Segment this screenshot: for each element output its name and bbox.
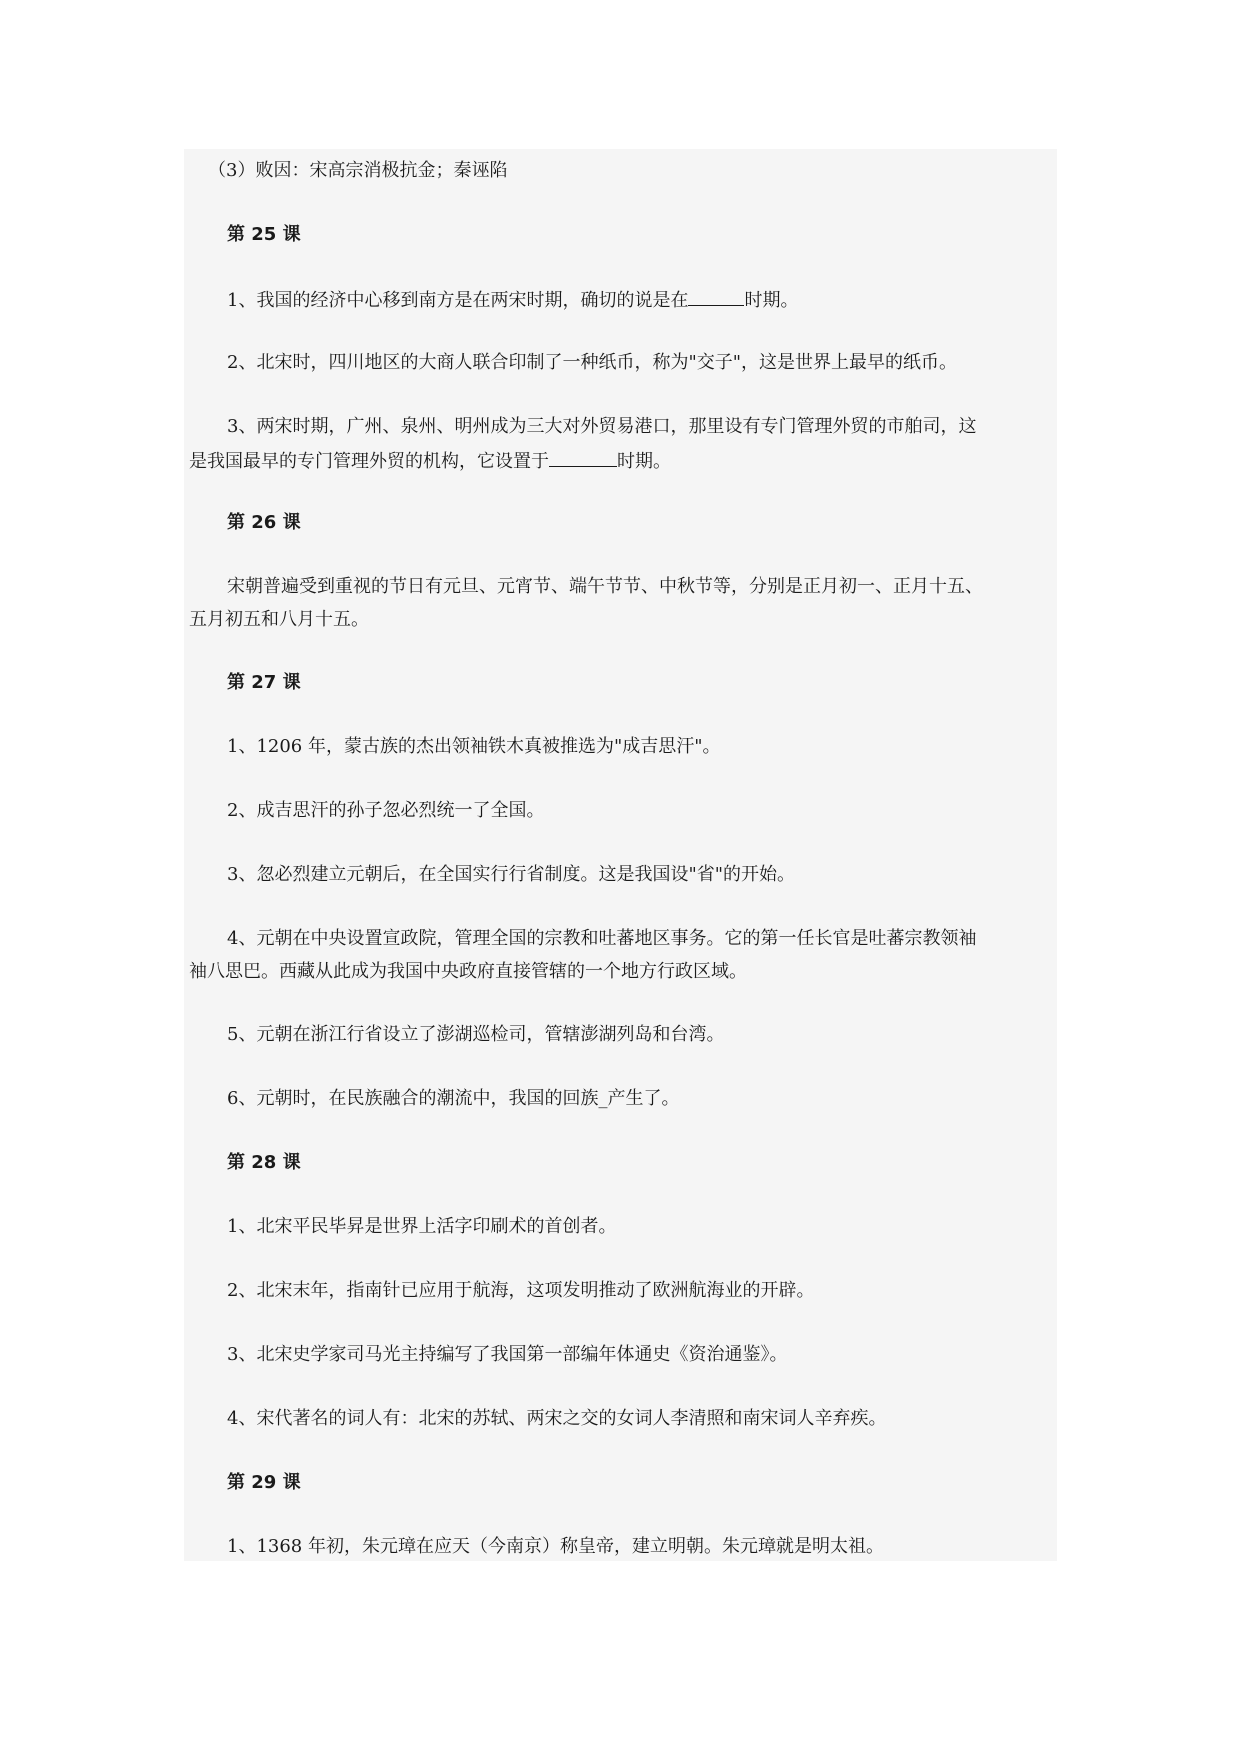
lesson-26-heading: 第 26 课 [227, 512, 301, 533]
lesson-25-q3-line1: 3、两宋时期，广州、泉州、明州成为三大对外贸易港口，那里设有专门管理外贸的市舶司，这 [227, 416, 977, 437]
lesson-27-q4-line1: 4、元朝在中央设置宣政院，管理全国的宗教和吐蕃地区事务。它的第一任长官是吐蕃宗教领袖 [227, 928, 977, 949]
lesson-28-q2: 2、北宋末年，指南针已应用于航海，这项发明推动了欧洲航海业的开辟。 [227, 1280, 815, 1301]
fill-blank [688, 288, 744, 306]
lesson-25-q3-line2 [189, 449, 671, 473]
lesson-27-q4-line2: 袖八思巴。西藏从此成为我国中央政府直接管辖的一个地方行政区域。 [189, 961, 747, 982]
lesson-29-heading: 第 29 课 [227, 1472, 301, 1493]
lesson-26-p1-line2: 五月初五和八月十五。 [189, 609, 369, 630]
lesson-25-heading: 第 25 课 [227, 224, 301, 245]
lesson-27-q5: 5、元朝在浙江行省设立了澎湖巡检司，管辖澎湖列岛和台湾。 [227, 1024, 725, 1045]
lesson-27-q2: 2、成吉思汗的孙子忽必烈统一了全国。 [227, 800, 545, 821]
lesson-27-q1: 1、1206 年，蒙古族的杰出领袖铁木真被推选为"成吉思汗"。 [227, 736, 721, 757]
lesson-25-q1-text: 1、我国的经济中心移到南方是在两宋时期，确切的说是在 [227, 290, 689, 311]
lesson-27-heading: 第 27 课 [227, 672, 301, 693]
lesson-25-q2: 2、北宋时，四川地区的大商人联合印制了一种纸币，称为"交子"，这是世界上最早的纸币。 [227, 352, 958, 373]
prev-item-3: （3）败因：宋高宗消极抗金；秦诬陷 [208, 160, 508, 181]
lesson-29-q1: 1、1368 年初，朱元璋在应天（今南京）称皇帝，建立明朝。朱元璋就是明太祖。 [227, 1536, 884, 1557]
lesson-28-heading: 第 28 课 [227, 1152, 301, 1173]
lesson-28-q3: 3、北宋史学家司马光主持编写了我国第一部编年体通史《资治通鉴》。 [227, 1344, 788, 1365]
lesson-28-q4: 4、宋代著名的词人有：北宋的苏轼、两宋之交的女词人李清照和南宋词人辛弃疾。 [227, 1408, 887, 1429]
lesson-25-q1-suffix: 时期。 [744, 290, 799, 311]
lesson-28-q1: 1、北宋平民毕昇是世界上活字印刷术的首创者。 [227, 1216, 617, 1237]
lesson-26-p1-line1: 宋朝普遍受到重视的节日有元旦、元宵节、端午节节、中秋节等，分别是正月初一、正月十五、 [227, 576, 983, 597]
lesson-27-q3: 3、忽必烈建立元朝后，在全国实行行省制度。这是我国设"省"的开始。 [227, 864, 796, 885]
lesson-25-q3-text: 是我国最早的专门管理外贸的机构，它设置于 [189, 451, 549, 472]
lesson-25-q3-suffix: 时期。 [617, 451, 671, 472]
lesson-25-q1 [227, 288, 798, 312]
lesson-27-q6: 6、元朝时，在民族融合的潮流中，我国的回族_产生了。 [227, 1088, 680, 1109]
fill-blank [549, 449, 617, 467]
